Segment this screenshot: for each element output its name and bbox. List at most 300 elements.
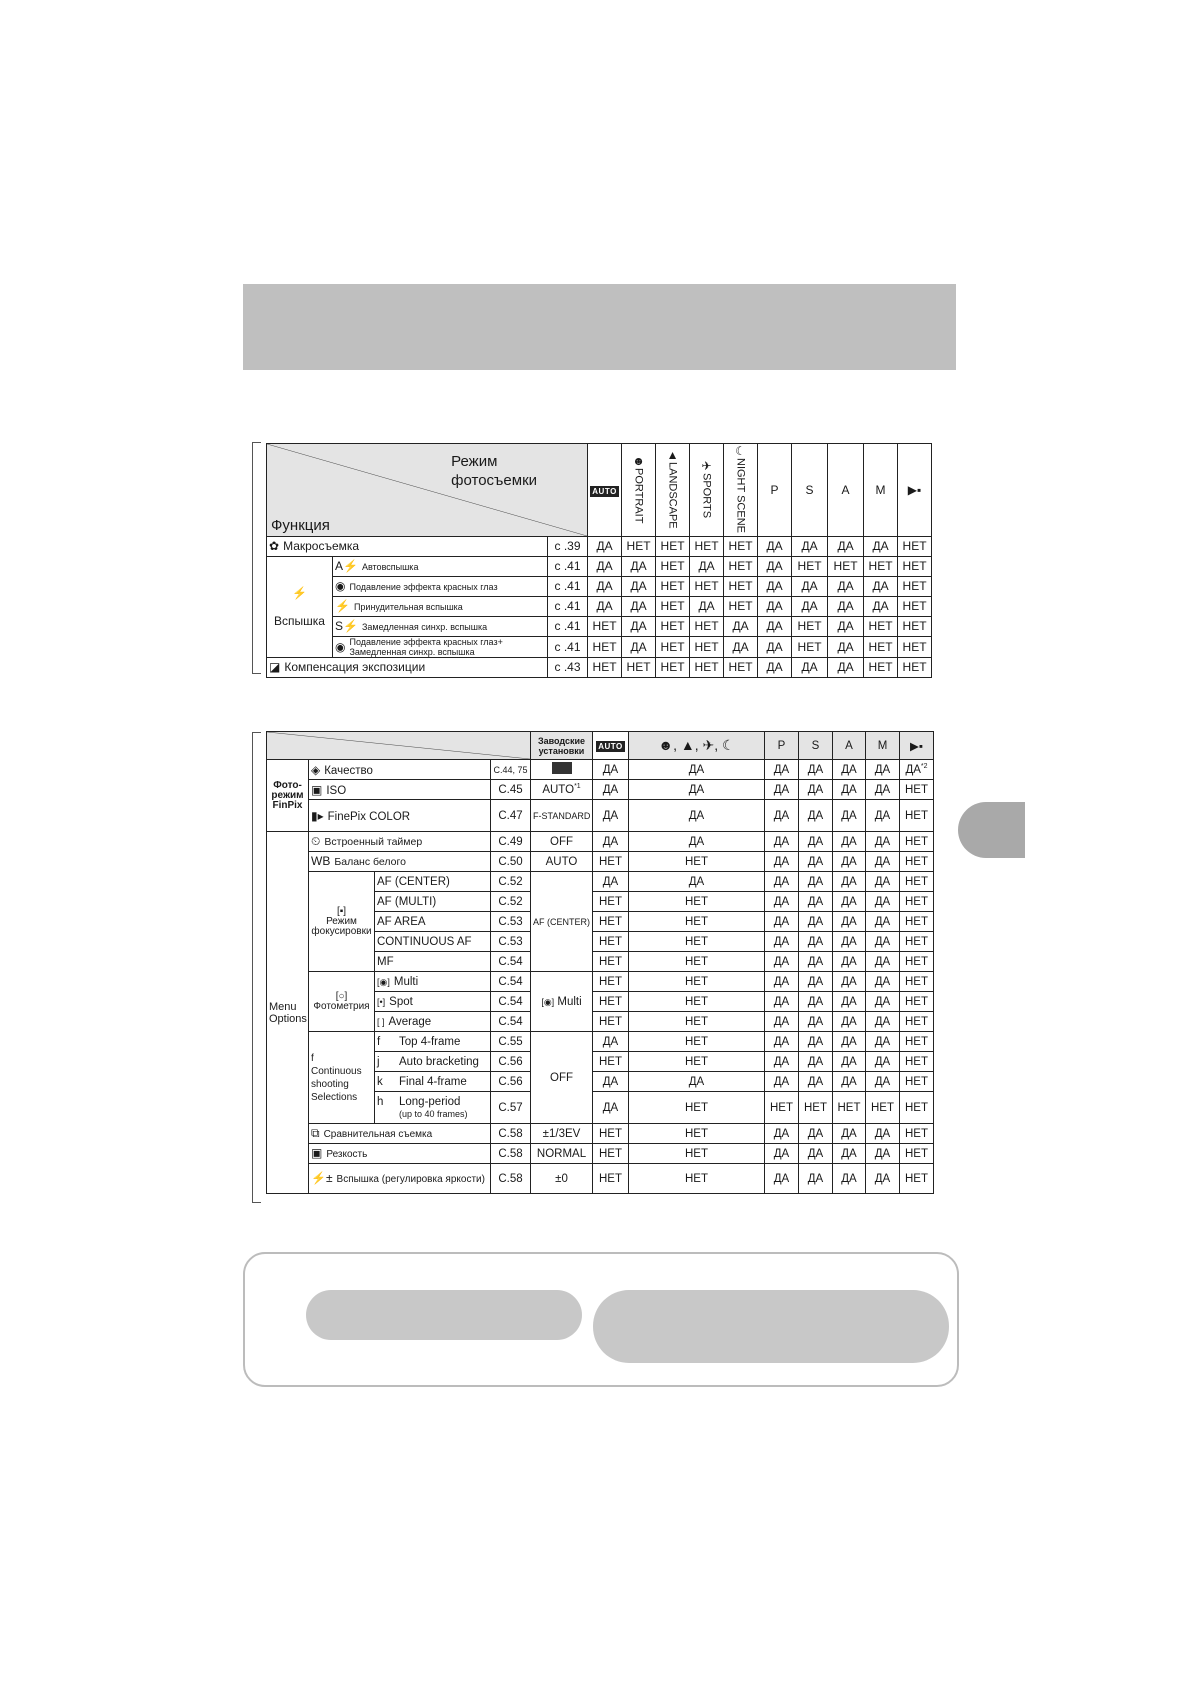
table-row bbox=[267, 1164, 934, 1194]
auto-value: НЕТ bbox=[593, 1144, 629, 1164]
metering-icon: [○] bbox=[335, 990, 348, 1002]
movie-value: НЕТ bbox=[900, 1124, 934, 1144]
movie-value: НЕТ bbox=[900, 1164, 934, 1194]
mode-value: НЕТ bbox=[833, 1092, 866, 1124]
col2-p: P bbox=[765, 732, 799, 760]
auto-value: НЕТ bbox=[593, 1164, 629, 1194]
mode-value: ДА bbox=[765, 1072, 799, 1092]
function-label: ◉ Подавление эффекта красных глаз+ Замедленная синхр. вспышка bbox=[333, 636, 548, 657]
continuous-option-label: f Top 4-frame bbox=[375, 1032, 491, 1052]
value-cell: ДА bbox=[588, 536, 622, 556]
mode-value: ДА bbox=[765, 1164, 799, 1194]
metering-option-label: [◉] Multi bbox=[375, 972, 491, 992]
movie-value: ДА$^{*2}$ bbox=[900, 760, 934, 780]
value-cell: НЕТ bbox=[898, 596, 932, 616]
value-cell: НЕТ bbox=[792, 556, 828, 576]
mode-value: ДА bbox=[765, 932, 799, 952]
function-label: Функция bbox=[271, 516, 330, 534]
value-cell: НЕТ bbox=[656, 576, 690, 596]
page-ref: с .43 bbox=[548, 657, 588, 677]
mode-value: ДА bbox=[833, 832, 866, 852]
movie-icon: ▶▪ bbox=[900, 732, 934, 760]
col-night-scene: ☾ NIGHT SCENE bbox=[724, 444, 758, 537]
page-ref: C.49 bbox=[491, 832, 531, 852]
mode-value: ДА bbox=[866, 1032, 900, 1052]
mode-value: ДА bbox=[765, 1012, 799, 1032]
movie-value: НЕТ bbox=[900, 932, 934, 952]
value-cell: НЕТ bbox=[792, 616, 828, 636]
value-cell: НЕТ bbox=[724, 576, 758, 596]
mode-value: ДА bbox=[799, 832, 833, 852]
value-cell: НЕТ bbox=[724, 657, 758, 677]
scene-value: ДА bbox=[629, 1072, 765, 1092]
col2-m: M bbox=[866, 732, 900, 760]
page-ref: с .41 bbox=[548, 616, 588, 636]
mode-value: ДА bbox=[765, 1124, 799, 1144]
table-row bbox=[267, 1032, 934, 1052]
value-cell: НЕТ bbox=[690, 536, 724, 556]
table2-bracket bbox=[252, 732, 261, 1203]
scene-modes-header: ☻, ▲, ✈, ☾ bbox=[629, 732, 765, 760]
focus-mode-group: [▪] Режим фокусировки bbox=[309, 872, 375, 972]
mode-value: ДА bbox=[833, 800, 866, 832]
mode-value: ДА bbox=[833, 932, 866, 952]
flashbright-label: ⚡± Вспышка (регулировка яркости) bbox=[309, 1164, 491, 1194]
page-ref: C.54 bbox=[491, 972, 531, 992]
mode-value: ДА bbox=[799, 760, 833, 780]
mode-value: ДА bbox=[866, 932, 900, 952]
col-m: M bbox=[864, 444, 898, 537]
quality-icon: ◈ bbox=[311, 762, 321, 777]
auto-value: НЕТ bbox=[593, 912, 629, 932]
movie-icon: ▶▪ bbox=[898, 444, 932, 537]
mode-value: ДА bbox=[799, 872, 833, 892]
page-ref: C.57 bbox=[491, 1092, 531, 1124]
movie-value: НЕТ bbox=[900, 780, 934, 800]
col-auto: AUTO bbox=[588, 444, 622, 537]
value-cell: ДА bbox=[864, 536, 898, 556]
movie-value: НЕТ bbox=[900, 1012, 934, 1032]
value-cell: ДА bbox=[622, 616, 656, 636]
menu-options-group: Menu Options bbox=[267, 832, 309, 1194]
mode-value: ДА bbox=[799, 1032, 833, 1052]
value-cell: ДА bbox=[828, 616, 864, 636]
metering-option-label: [ ] Average bbox=[375, 1012, 491, 1032]
macro-icon: ✿ bbox=[269, 539, 280, 554]
continuous-option-label: j Auto bracketing bbox=[375, 1052, 491, 1072]
factory-value bbox=[531, 760, 593, 780]
mode-value: ДА bbox=[765, 780, 799, 800]
value-cell: ДА bbox=[588, 596, 622, 616]
red-eye-slow-icon: ◉ bbox=[335, 639, 346, 654]
value-cell: НЕТ bbox=[898, 636, 932, 657]
movie-value: НЕТ bbox=[900, 832, 934, 852]
value-cell: НЕТ bbox=[656, 556, 690, 576]
focus-factory-value: AF (CENTER) bbox=[531, 872, 593, 972]
value-cell: НЕТ bbox=[656, 596, 690, 616]
page-ref: с .41 bbox=[548, 596, 588, 616]
mode-value: ДА bbox=[765, 872, 799, 892]
factory-value: ±1/3EV bbox=[531, 1124, 593, 1144]
page-ref: C.54 bbox=[491, 992, 531, 1012]
focus-option-label: AF (MULTI) bbox=[375, 892, 491, 912]
value-cell: НЕТ bbox=[898, 657, 932, 677]
mode-value: ДА bbox=[833, 892, 866, 912]
mode-label-line1: Режим bbox=[451, 453, 498, 470]
mode-value: ДА bbox=[765, 952, 799, 972]
mode-value: ДА bbox=[866, 760, 900, 780]
table-row bbox=[267, 1144, 934, 1164]
finepix-color-icon: ▮▸ bbox=[311, 808, 324, 823]
table-row bbox=[267, 536, 932, 556]
page-ref: с .39 bbox=[548, 536, 588, 556]
table1-bracket bbox=[252, 442, 261, 674]
mode-value: ДА bbox=[765, 1052, 799, 1072]
scene-value: ДА bbox=[629, 832, 765, 852]
value-cell: НЕТ bbox=[724, 556, 758, 576]
timer-label: ⏲ Встроенный таймер bbox=[309, 832, 491, 852]
value-cell: ДА bbox=[690, 596, 724, 616]
scene-value: НЕТ bbox=[629, 1144, 765, 1164]
mode-value: ДА bbox=[833, 780, 866, 800]
value-cell: НЕТ bbox=[898, 536, 932, 556]
mode-value: ДА bbox=[799, 932, 833, 952]
page-ref: C.52 bbox=[491, 872, 531, 892]
auto-value: ДА bbox=[593, 1032, 629, 1052]
factory-value: F-STANDARD bbox=[531, 800, 593, 832]
mode-value: ДА bbox=[765, 892, 799, 912]
mode-value: ДА bbox=[799, 952, 833, 972]
page-ref: C.56 bbox=[491, 1072, 531, 1092]
value-cell: ДА bbox=[622, 636, 656, 657]
title-band bbox=[243, 284, 956, 370]
scene-value: НЕТ bbox=[629, 992, 765, 1012]
mode-value: ДА bbox=[866, 1124, 900, 1144]
col2-auto: AUTO bbox=[593, 732, 629, 760]
mode-value: ДА bbox=[833, 912, 866, 932]
value-cell: НЕТ bbox=[588, 636, 622, 657]
scene-value: НЕТ bbox=[629, 932, 765, 952]
mode-value: ДА bbox=[866, 832, 900, 852]
value-cell: НЕТ bbox=[864, 556, 898, 576]
mode-value: ДА bbox=[799, 780, 833, 800]
mode-value: ДА bbox=[799, 1052, 833, 1072]
col-s: S bbox=[792, 444, 828, 537]
sharp-label: ▣ Резкость bbox=[309, 1144, 491, 1164]
table2-corner-header bbox=[267, 732, 531, 760]
factory-value: AUTO bbox=[531, 852, 593, 872]
scene-value: НЕТ bbox=[629, 892, 765, 912]
auto-value: НЕТ bbox=[593, 932, 629, 952]
value-cell: НЕТ bbox=[656, 536, 690, 556]
note-pill-left bbox=[306, 1290, 582, 1340]
scene-value: НЕТ bbox=[629, 912, 765, 932]
value-cell: ДА bbox=[828, 536, 864, 556]
auto-value: НЕТ bbox=[593, 992, 629, 1012]
scene-value: НЕТ bbox=[629, 1124, 765, 1144]
scene-value: НЕТ bbox=[629, 952, 765, 972]
table-row bbox=[267, 800, 934, 832]
auto-value: НЕТ bbox=[593, 852, 629, 872]
function-label: ◪ Компенсация экспозиции bbox=[267, 657, 548, 677]
mode-value: ДА bbox=[765, 832, 799, 852]
factory-value: OFF bbox=[531, 832, 593, 852]
value-cell: ДА bbox=[758, 636, 792, 657]
page-ref: с .41 bbox=[548, 556, 588, 576]
mode-value: ДА bbox=[866, 1012, 900, 1032]
value-cell: ДА bbox=[758, 616, 792, 636]
table-row bbox=[267, 832, 934, 852]
value-cell: НЕТ bbox=[656, 616, 690, 636]
slow-sync-icon: S⚡ bbox=[335, 618, 358, 633]
table-row bbox=[267, 636, 932, 657]
mode-value: ДА bbox=[833, 1144, 866, 1164]
value-cell: ДА bbox=[758, 536, 792, 556]
value-cell: ДА bbox=[758, 657, 792, 677]
function-label: S⚡ Замедленная синхр. вспышка bbox=[333, 616, 548, 636]
scene-value: ДА bbox=[629, 780, 765, 800]
page-ref: C.56 bbox=[491, 1052, 531, 1072]
value-cell: ДА bbox=[864, 576, 898, 596]
page-ref: C.50 bbox=[491, 852, 531, 872]
average-metering-icon: [ ] bbox=[377, 1016, 385, 1027]
color-label: ▮▸ FinePix COLOR bbox=[309, 800, 491, 832]
flash-icon: ⚡ bbox=[292, 585, 307, 600]
mode-value: ДА bbox=[833, 972, 866, 992]
page-ref: C.58 bbox=[491, 1164, 531, 1194]
mode-value: ДА bbox=[799, 992, 833, 1012]
movie-value: НЕТ bbox=[900, 852, 934, 872]
movie-value: НЕТ bbox=[900, 1052, 934, 1072]
continuous-group: f Continuous shooting Selections bbox=[309, 1032, 375, 1124]
mode-value: ДА bbox=[799, 800, 833, 832]
value-cell: НЕТ bbox=[898, 556, 932, 576]
value-cell: НЕТ bbox=[690, 657, 724, 677]
mode-value: ДА bbox=[799, 1124, 833, 1144]
table-row bbox=[267, 576, 932, 596]
movie-value: НЕТ bbox=[900, 1032, 934, 1052]
page-ref: C.52 bbox=[491, 892, 531, 912]
focus-option-label: AF AREA bbox=[375, 912, 491, 932]
movie-value: НЕТ bbox=[900, 952, 934, 972]
mode-value: ДА bbox=[833, 760, 866, 780]
page-ref: C.55 bbox=[491, 1032, 531, 1052]
factory-settings-header: Заводские установки bbox=[531, 732, 593, 760]
white-balance-icon: WB bbox=[311, 854, 331, 868]
value-cell: НЕТ bbox=[828, 556, 864, 576]
mode-value: ДА bbox=[833, 1012, 866, 1032]
mode-value: ДА bbox=[866, 912, 900, 932]
scene-value: ДА bbox=[629, 760, 765, 780]
scene-value: ДА bbox=[629, 872, 765, 892]
table-row bbox=[267, 596, 932, 616]
mode-value: НЕТ bbox=[866, 1092, 900, 1124]
mode-value: ДА bbox=[866, 1164, 900, 1194]
value-cell: ДА bbox=[792, 657, 828, 677]
value-cell: НЕТ bbox=[792, 636, 828, 657]
mode-value: НЕТ bbox=[799, 1092, 833, 1124]
mode-value: НЕТ bbox=[765, 1092, 799, 1124]
value-cell: ДА bbox=[724, 616, 758, 636]
timer-icon: ⏲ bbox=[311, 834, 321, 848]
auto-value: ДА bbox=[593, 800, 629, 832]
scene-value: НЕТ bbox=[629, 1092, 765, 1124]
value-cell: ДА bbox=[828, 576, 864, 596]
flash-icon: ⚡ bbox=[335, 598, 350, 613]
value-cell: НЕТ bbox=[656, 636, 690, 657]
page-ref: C.58 bbox=[491, 1144, 531, 1164]
mode-value: ДА bbox=[799, 1072, 833, 1092]
mode-value: ДА bbox=[833, 952, 866, 972]
mode-value: ДА bbox=[765, 992, 799, 1012]
col2-a: A bbox=[833, 732, 866, 760]
value-cell: ДА bbox=[792, 596, 828, 616]
table-row bbox=[267, 657, 932, 677]
mode-value: ДА bbox=[866, 1144, 900, 1164]
mode-value: ДА bbox=[866, 780, 900, 800]
continuous-option-label: k Final 4-frame bbox=[375, 1072, 491, 1092]
photo-mode-group: Фото- режим FinPix bbox=[267, 760, 309, 832]
value-cell: НЕТ bbox=[898, 616, 932, 636]
value-cell: ДА bbox=[622, 596, 656, 616]
value-cell: ДА bbox=[864, 596, 898, 616]
value-cell: ДА bbox=[828, 596, 864, 616]
col-a: A bbox=[828, 444, 864, 537]
movie-value: НЕТ bbox=[900, 1144, 934, 1164]
mode-value: ДА bbox=[866, 852, 900, 872]
factory-value: NORMAL bbox=[531, 1144, 593, 1164]
flash-brightness-icon: ⚡± bbox=[311, 1170, 333, 1185]
scene-value: ДА bbox=[629, 800, 765, 832]
mode-value: ДА bbox=[799, 972, 833, 992]
auto-value: НЕТ bbox=[593, 1052, 629, 1072]
function-label: A⚡ Автовспышка bbox=[333, 556, 548, 576]
quality-label: ◈ Качество bbox=[309, 760, 491, 780]
movie-value: НЕТ bbox=[900, 1072, 934, 1092]
mode-value: ДА bbox=[833, 1164, 866, 1194]
sharpness-icon: ▣ bbox=[311, 1145, 323, 1160]
value-cell: НЕТ bbox=[690, 616, 724, 636]
value-cell: НЕТ bbox=[724, 596, 758, 616]
mode-value: ДА bbox=[866, 992, 900, 1012]
quality-setting-icon bbox=[552, 762, 572, 774]
exposure-comp-icon: ◪ bbox=[269, 660, 281, 675]
mode-value: ДА bbox=[799, 1012, 833, 1032]
value-cell: НЕТ bbox=[690, 576, 724, 596]
scene-value: НЕТ bbox=[629, 1032, 765, 1052]
value-cell: НЕТ bbox=[898, 576, 932, 596]
value-cell: ДА bbox=[828, 636, 864, 657]
movie-value: НЕТ bbox=[900, 1092, 934, 1124]
multi-metering-icon: [◉] bbox=[377, 976, 390, 987]
iso-label: ▣ ISO bbox=[309, 780, 491, 800]
value-cell: ДА bbox=[690, 556, 724, 576]
mode-value: ДА bbox=[799, 892, 833, 912]
auto-value: НЕТ bbox=[593, 952, 629, 972]
col-portrait: ☻ PORTRAIT bbox=[622, 444, 656, 537]
movie-value: НЕТ bbox=[900, 992, 934, 1012]
mode-value: ДА bbox=[833, 872, 866, 892]
flash-group: ⚡ Вспышка bbox=[267, 556, 333, 657]
iso-icon: ▣ bbox=[311, 782, 323, 797]
mode-value: ДА bbox=[866, 892, 900, 912]
mode-value: ДА bbox=[765, 800, 799, 832]
mode-value: ДА bbox=[866, 952, 900, 972]
auto-value: ДА bbox=[593, 760, 629, 780]
value-cell: НЕТ bbox=[588, 657, 622, 677]
mode-label-line2: фотосъемки bbox=[451, 472, 538, 489]
scene-value: НЕТ bbox=[629, 1164, 765, 1194]
mode-value: ДА bbox=[833, 1124, 866, 1144]
mode-value: ДА bbox=[833, 1072, 866, 1092]
table-row bbox=[267, 760, 934, 780]
factory-value: AUTO$^{*1}$ bbox=[531, 780, 593, 800]
value-cell: ДА bbox=[792, 536, 828, 556]
mode-value: ДА bbox=[833, 1052, 866, 1072]
value-cell: ДА bbox=[792, 576, 828, 596]
function-label: ✿ Макросъемка bbox=[267, 536, 548, 556]
auto-flash-icon: A⚡ bbox=[335, 558, 358, 573]
focus-option-label: MF bbox=[375, 952, 491, 972]
continuous-factory-value: OFF bbox=[531, 1032, 593, 1124]
focus-option-label: AF (CENTER) bbox=[375, 872, 491, 892]
movie-value: НЕТ bbox=[900, 912, 934, 932]
mode-value: ДА bbox=[765, 1032, 799, 1052]
mode-value: ДА bbox=[765, 972, 799, 992]
metering-group: [○] Фотометрия bbox=[309, 972, 375, 1032]
page-ref: C.53 bbox=[491, 912, 531, 932]
value-cell: ДА bbox=[758, 556, 792, 576]
mode-value: ДА bbox=[765, 1144, 799, 1164]
mode-value: ДА bbox=[866, 1052, 900, 1072]
auto-value: НЕТ bbox=[593, 1124, 629, 1144]
scene-value: НЕТ bbox=[629, 1052, 765, 1072]
function-label: ◉ Подавление эффекта красных глаз bbox=[333, 576, 548, 596]
auto-value: ДА bbox=[593, 832, 629, 852]
mode-value: ДА bbox=[765, 852, 799, 872]
metering-option-label: [•] Spot bbox=[375, 992, 491, 1012]
auto-value: НЕТ bbox=[593, 972, 629, 992]
factory-value: ±0 bbox=[531, 1164, 593, 1194]
value-cell: ДА bbox=[758, 576, 792, 596]
auto-value: ДА bbox=[593, 1092, 629, 1124]
col-landscape: ▲ LANDSCAPE bbox=[656, 444, 690, 537]
spot-metering-icon: [•] bbox=[377, 996, 386, 1007]
value-cell: НЕТ bbox=[864, 657, 898, 677]
scene-value: НЕТ bbox=[629, 972, 765, 992]
mode-value: ДА bbox=[799, 1164, 833, 1194]
auto-value: ДА bbox=[593, 780, 629, 800]
continuous-option-label: h Long-period (up to 40 frames) bbox=[375, 1092, 491, 1124]
chapter-tab bbox=[958, 802, 1025, 858]
page-ref: C.53 bbox=[491, 932, 531, 952]
value-cell: ДА bbox=[588, 556, 622, 576]
auto-value: ДА bbox=[593, 872, 629, 892]
scene-value: НЕТ bbox=[629, 852, 765, 872]
mode-value: ДА bbox=[765, 912, 799, 932]
function-label: ⚡ Принудительная вспышка bbox=[333, 596, 548, 616]
mode-value: ДА bbox=[799, 1144, 833, 1164]
page-ref: C.44, 75 bbox=[491, 760, 531, 780]
mode-value: ДА bbox=[866, 972, 900, 992]
red-eye-icon: ◉ bbox=[335, 578, 346, 593]
col2-s: S bbox=[799, 732, 833, 760]
value-cell: НЕТ bbox=[622, 657, 656, 677]
value-cell: ДА bbox=[622, 576, 656, 596]
value-cell: НЕТ bbox=[588, 616, 622, 636]
mode-value: ДА bbox=[866, 1072, 900, 1092]
compare-label: ⧉ Сравнительная съемка bbox=[309, 1124, 491, 1144]
